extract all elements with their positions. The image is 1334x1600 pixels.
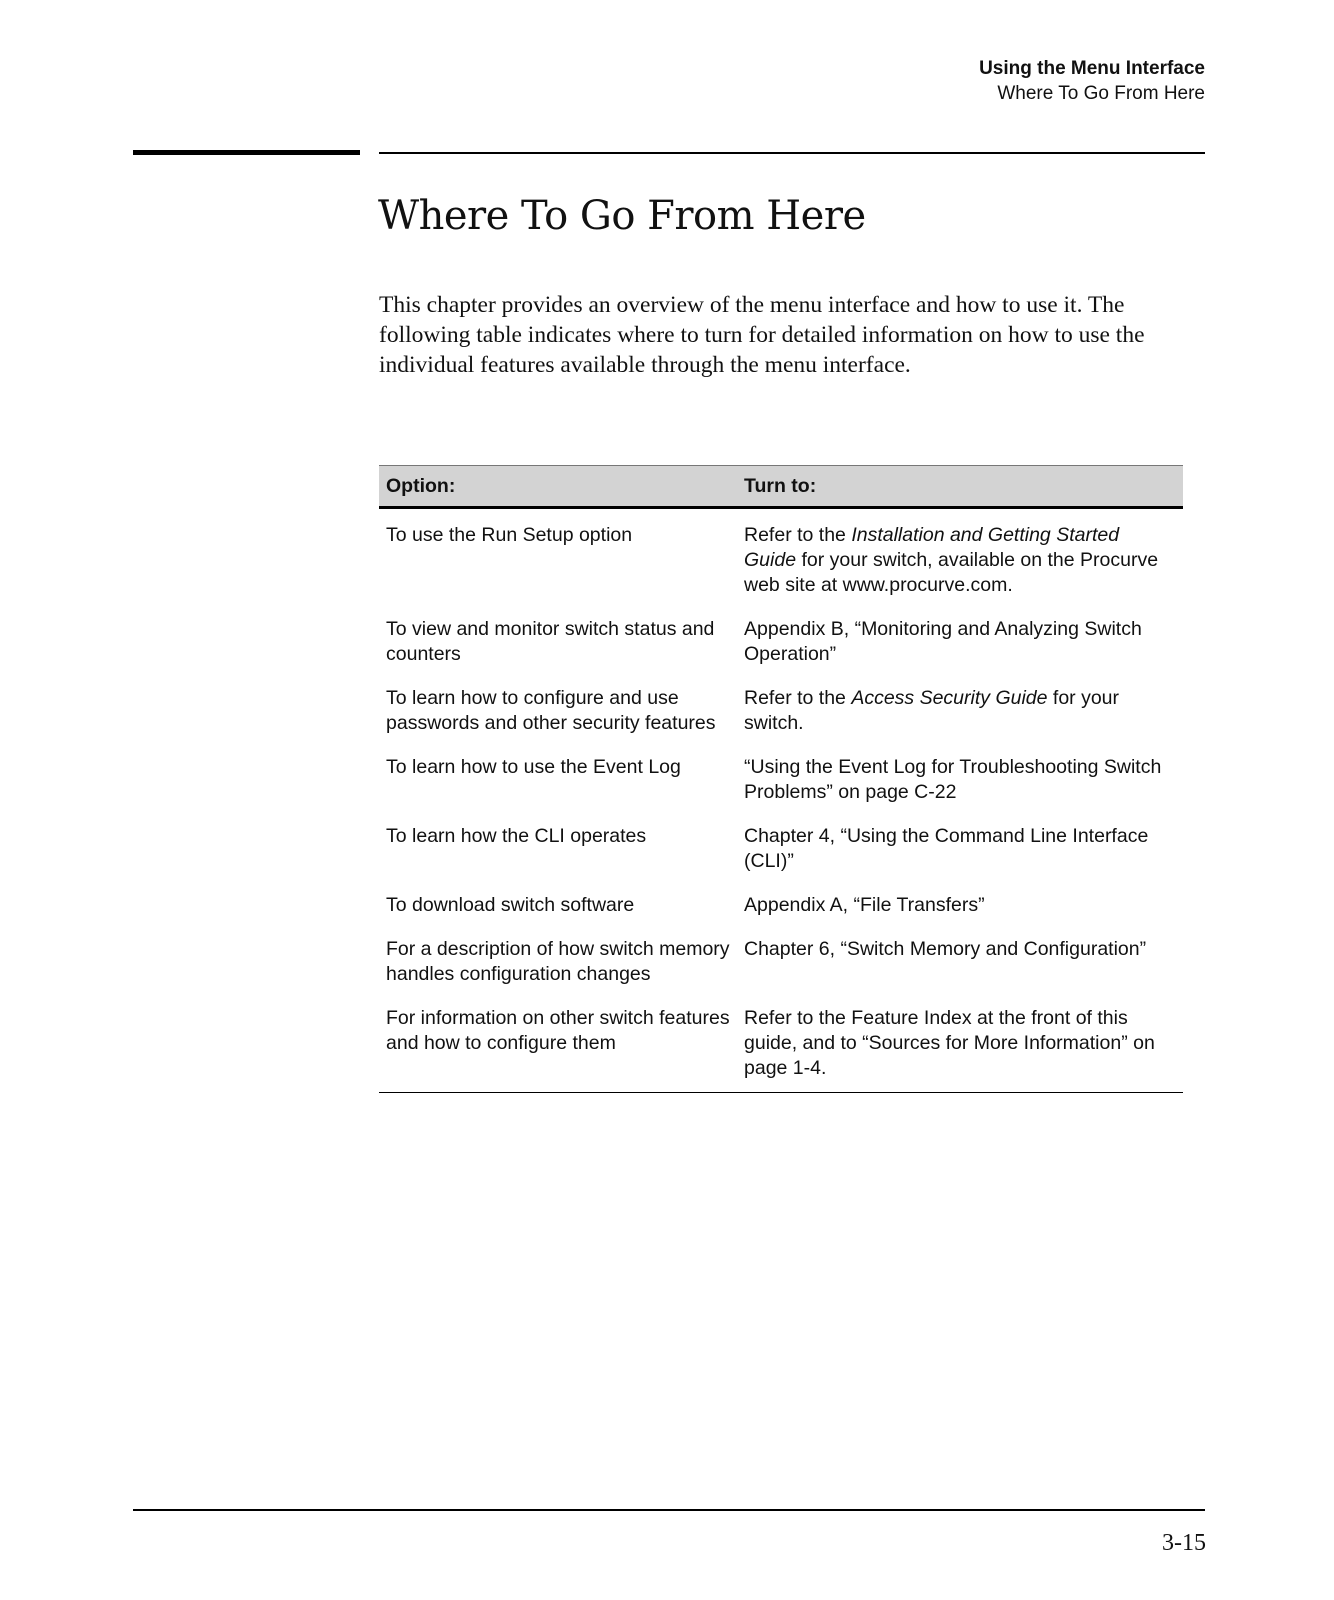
where-to-go-table (379, 465, 1183, 1093)
column-header-option: Option: (379, 466, 737, 508)
turn-to-text: Appendix B, “Monitoring and Analyzing Switch Operation” (744, 618, 1142, 665)
header-rule-left (133, 150, 360, 155)
turn-to-text: Appendix A, “File Transfers” (744, 894, 985, 916)
table-row (379, 508, 1183, 604)
option-cell: For a description of how switch memory handles configuration changes (386, 938, 730, 985)
intro-paragraph: This chapter provides an overview of the menu interface and how to use it. The following table indicates where to turn for detailed information on how to use the individual features available through the menu interface. (379, 292, 1145, 378)
turn-to-text: “Using the Event Log for Troubleshooting Switch Problems” on page C-22 (744, 756, 1162, 803)
table-row (379, 741, 1183, 810)
turn-to-cell (737, 741, 1183, 810)
running-header-section: Where To Go From Here (997, 83, 1205, 104)
option-cell: To use the Run Setup option (386, 524, 633, 546)
turn-to-cell (737, 508, 1183, 604)
table-row (379, 672, 1183, 741)
option-cell: To learn how to use the Event Log (386, 756, 681, 778)
turn-to-text: Chapter 4, “Using the Command Line Interface (CLI)” (744, 825, 1149, 872)
turn-to-text: for your switch. (744, 687, 1120, 734)
option-cell: To learn how the CLI operates (386, 825, 647, 847)
table-row (379, 603, 1183, 672)
table-header-row (379, 466, 1183, 508)
turn-to-cell (737, 992, 1183, 1093)
turn-to-text: Refer to the (744, 687, 852, 709)
table-row (379, 992, 1183, 1093)
guide-title: Installation and Getting Started Guide (744, 524, 1120, 571)
turn-to-cell (737, 603, 1183, 672)
turn-to-text: for your switch, available on the Procurve web site at www.procurve.com. (744, 549, 1159, 596)
guide-title: Access Security Guide (851, 687, 1048, 709)
running-header (979, 56, 1205, 106)
footer-rule (133, 1509, 1205, 1511)
turn-to-cell (737, 879, 1183, 923)
option-cell: To view and monitor switch status and counters (386, 618, 715, 665)
header-rule-right (379, 152, 1205, 154)
turn-to-cell (737, 810, 1183, 879)
turn-to-cell (737, 672, 1183, 741)
table-row (379, 923, 1183, 992)
table-row (379, 810, 1183, 879)
turn-to-text: Chapter 6, “Switch Memory and Configuration” (744, 938, 1147, 960)
running-header-chapter: Using the Menu Interface (979, 58, 1205, 79)
option-cell: For information on other switch features and how to configure them (379, 992, 737, 1093)
turn-to-text: Refer to the Feature Index at the front of this guide, and to “Sources for More Information” on page 1-4. (744, 1007, 1155, 1079)
turn-to-text: Refer to the (744, 524, 852, 546)
turn-to-cell (737, 923, 1183, 992)
column-header-turn-to: Turn to: (737, 466, 1183, 508)
page-number: 3-15 (1162, 1530, 1206, 1556)
table-row (379, 879, 1183, 923)
option-cell: To learn how to configure and use passwords and other security features (386, 687, 716, 734)
page-title: Where To Go From Here (378, 193, 866, 239)
option-cell: To download switch software (386, 894, 635, 916)
